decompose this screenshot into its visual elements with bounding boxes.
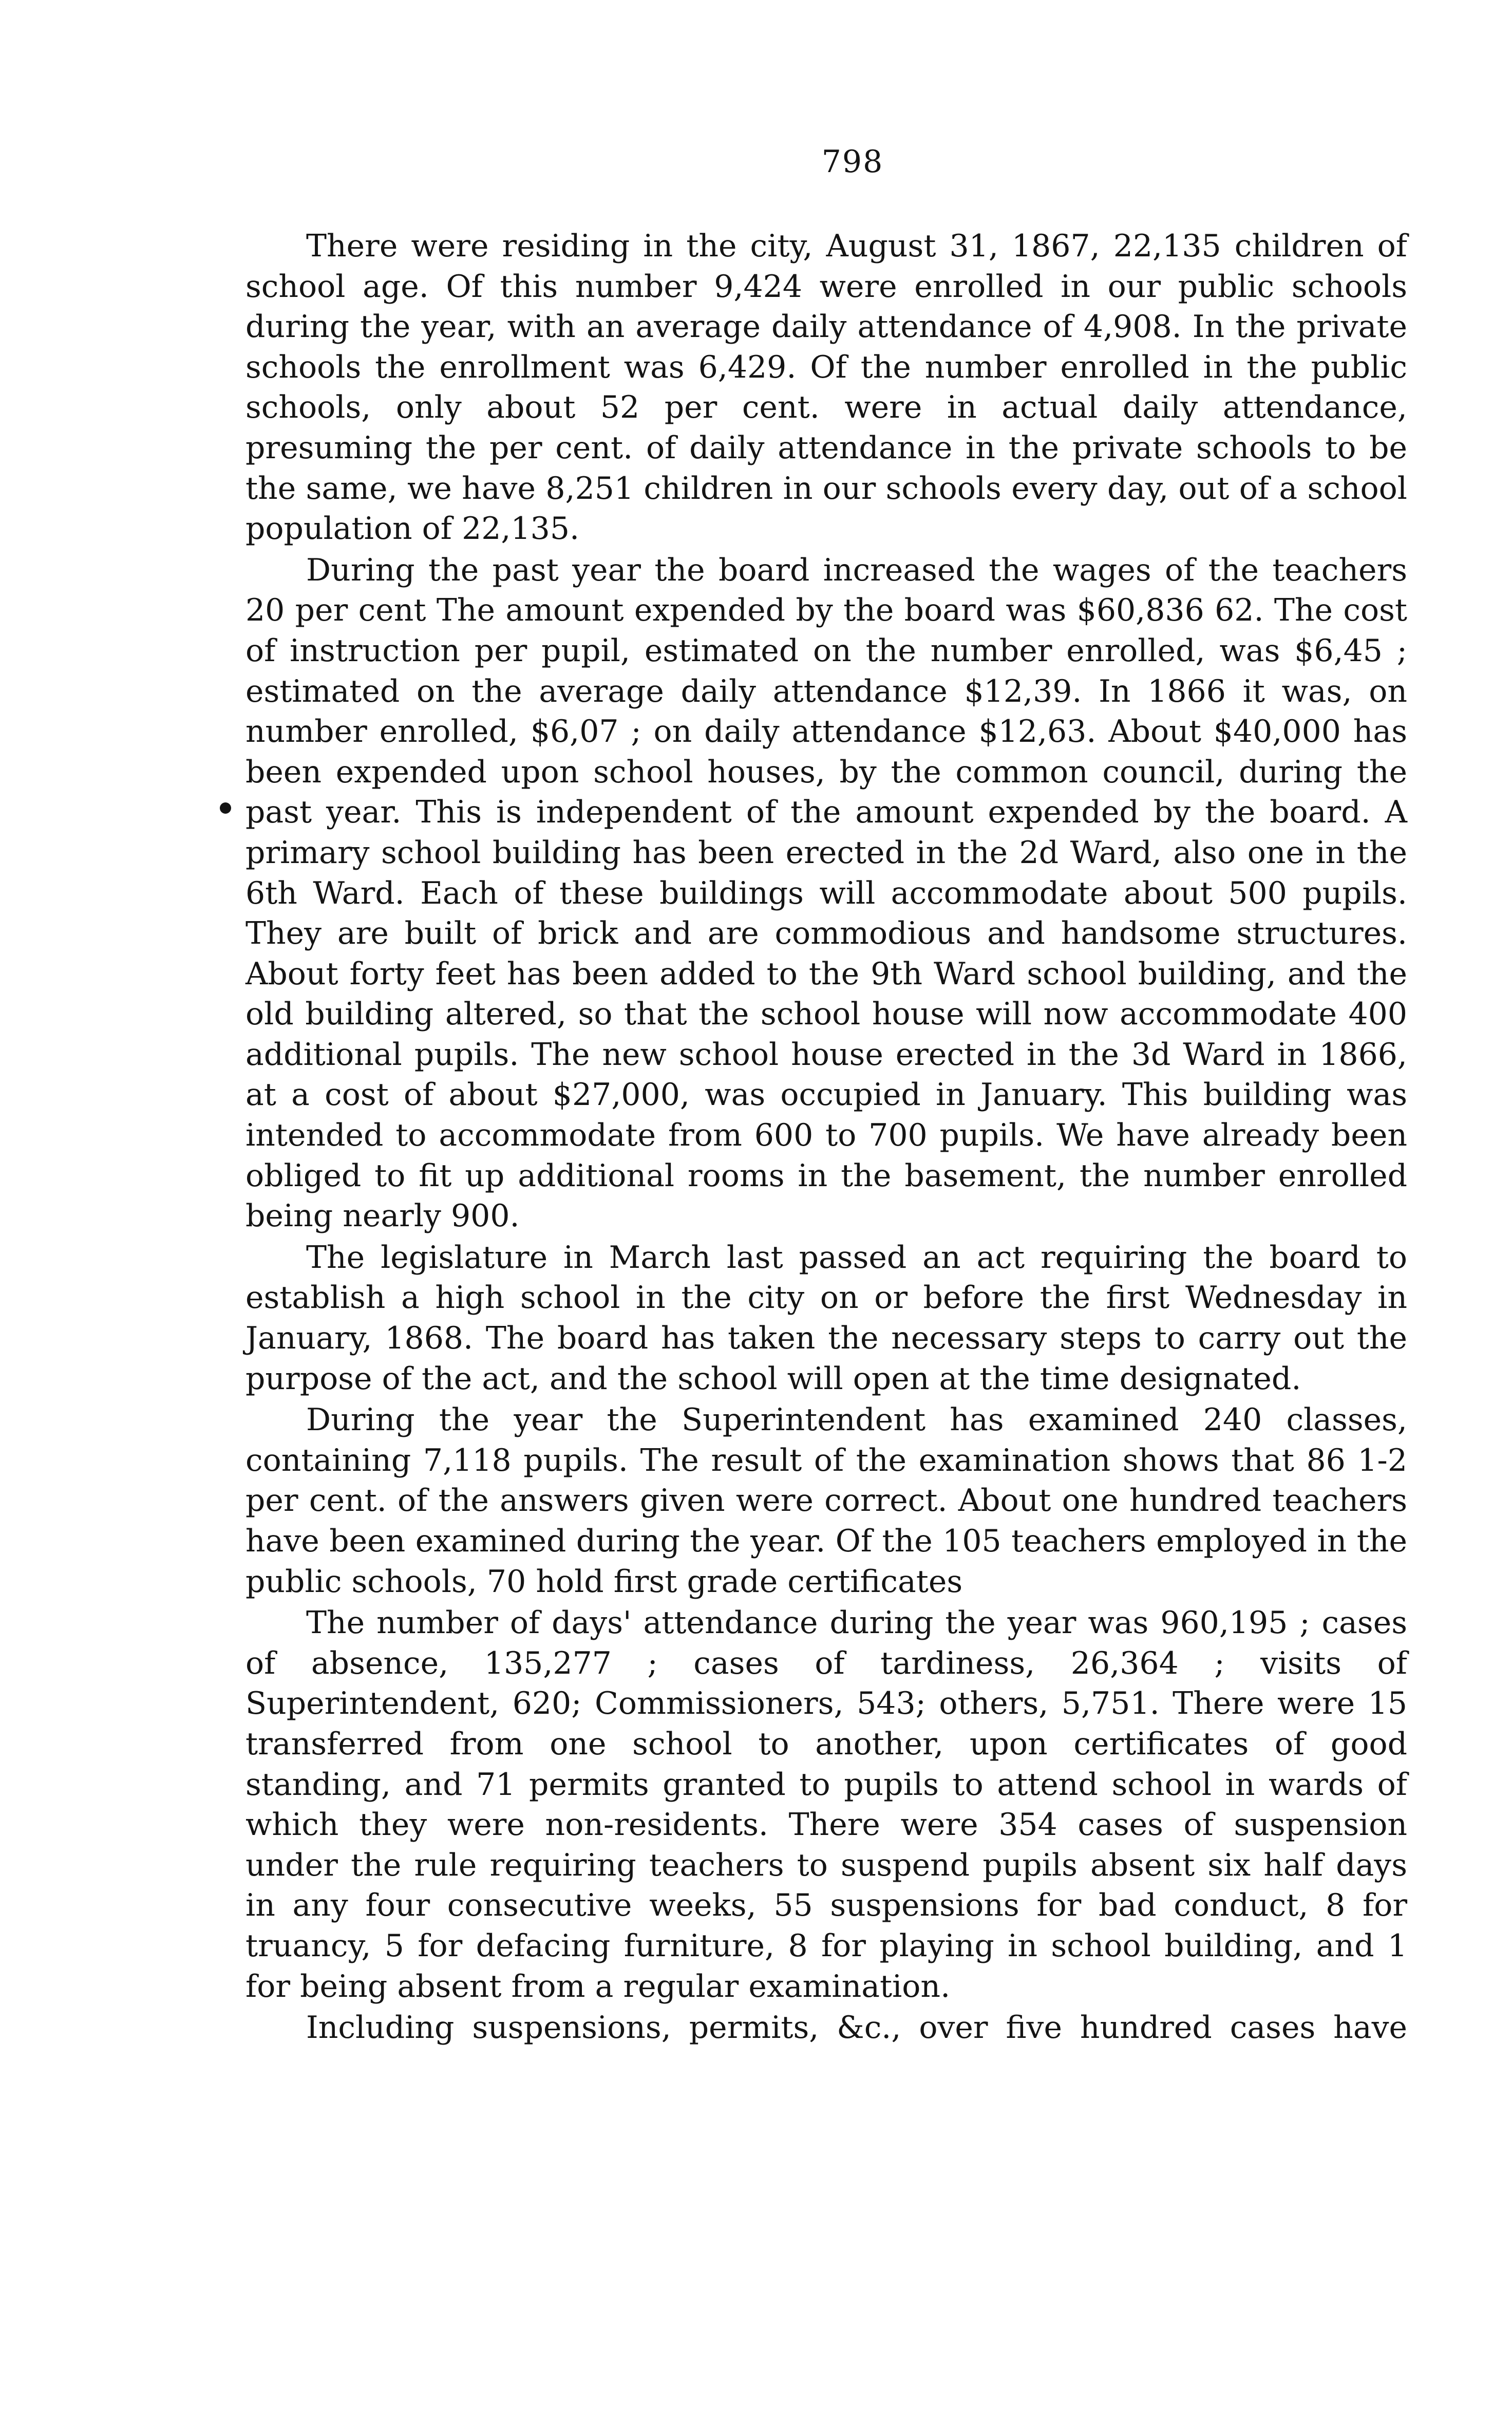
- paragraph-board-expenditures: During the past year the board increased the wages of the teachers 20 per cent The amount expended by the board was $60,836 62. The cost of instruction per pupil, estimated on the number enrolled, was $6,45 ; estimated on the average daily attendance $12,39. In 1866 it was, on number enrolled, $6,07 ; on daily attendance $12,63. About $40,000 has been expended upon school houses, by the common council, during the past year. This is independent of the amount expended by the board. A primary school building has been erected in the 2d Ward, also one in the 6th Ward. Each of these buildings will accommodate about 500 pupils. They are built of brick and are commodious and handsome structures. About forty feet has been added to the 9th Ward school building, and the old building altered, so that the school house will now accommodate 400 additional pupils. The new school house erected in the 3d Ward in 1866, at a cost of about $27,000, was occupied in January. This building was intended to accommodate from 600 to 700 pupils. We have already been obliged to fit up additional rooms in the basement, the number enrolled being nearly 900.: [245, 552, 1407, 1234]
- page-number: 798: [821, 144, 884, 180]
- paragraph-attendance-statistics: The number of days' attendance during the year was 960,195 ; cases of absence, 135,277 ; cases of tardiness, 26,364 ; visits of Superintendent, 620; Commissioners, 543; others, 5,751. There were 15 transferred from one school to another, upon certificates of good standing, and 71 permits granted to pupils to attend school in wards of which they were non-residents. There were 354 cases of suspension under the rule requiring teachers to suspend pupils absent six half days in any four consecutive weeks, 55 suspensions for bad conduct, 8 for truancy, 5 for defacing furniture, 8 for playing in school building, and 1 for being absent from a regular examination.: [245, 1605, 1407, 2005]
- margin-ink-mark: [220, 802, 231, 814]
- paragraph-high-school: The legislature in March last passed an act requiring the board to establish a high school in the city on or before the first Wednesday in January, 1868. The board has taken the necessary steps to carry out the purpose of the act, and the school will open at the time designated.: [245, 1239, 1407, 1397]
- paragraph-examinations: During the year the Superintendent has examined 240 classes, containing 7,118 pupils. The result of the examination shows that 86 1-2 per cent. of the answers given were correct. About one hundred teachers have been examined during the year. Of the 105 teachers employed in the public schools, 70 hold first grade certificates: [245, 1402, 1407, 1600]
- paragraph-suspensions: Including suspensions, permits, &c., over five hundred cases have: [306, 2010, 1407, 2046]
- body-text: [245, 226, 1407, 2048]
- paragraph-school-population: There were residing in the city, August 31, 1867, 22,135 children of school age. Of this number 9,424 were enrolled in our public schools during the year, with an average daily attendance of 4,908. In the private schools the enrollment was 6,429. Of the number enrolled in the public schools, only about 52 per cent. were in actual daily attendance, presuming the per cent. of daily attendance in the private schools to be the same, we have 8,251 children in our schools every day, out of a school population of 22,135.: [245, 228, 1407, 547]
